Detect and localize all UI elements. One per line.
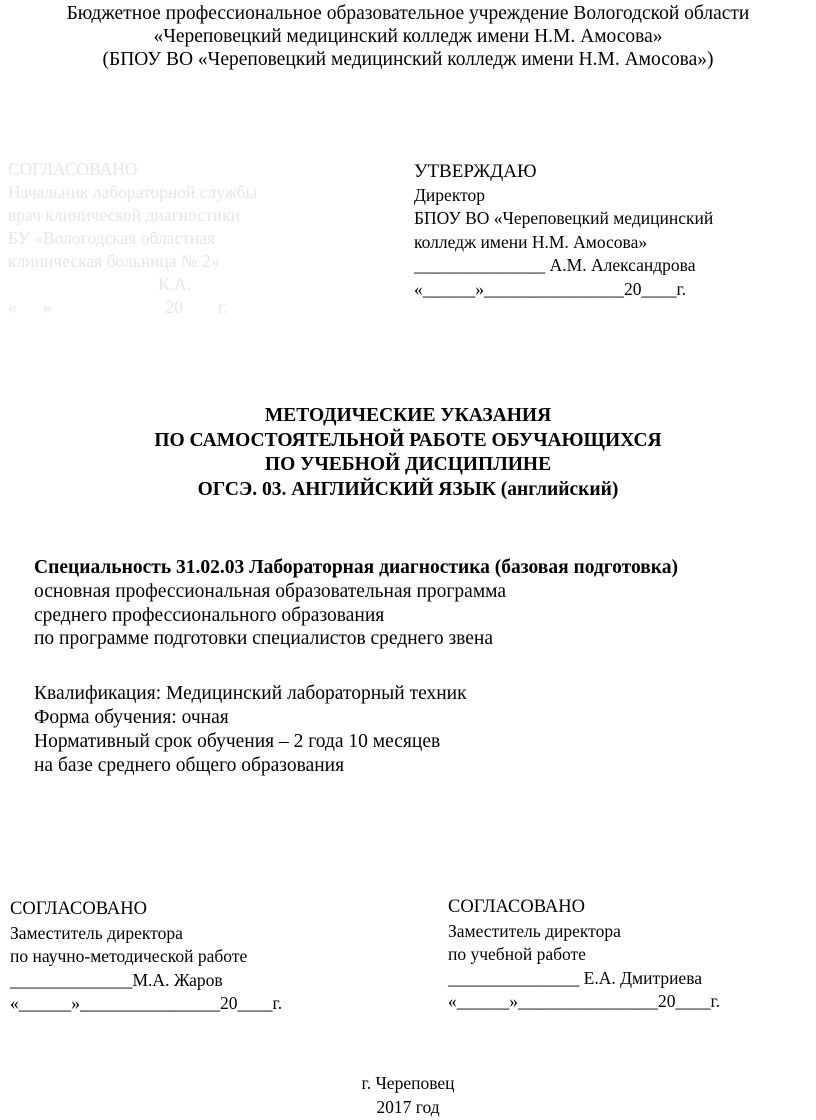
faded-line: К.А. xyxy=(158,274,192,294)
header-line: Бюджетное профессиональное образовательное учреждение Вологодской области xyxy=(66,3,750,24)
specialty-line: по программе подготовки специалистов среднего звена xyxy=(34,628,494,650)
qualification-line: на базе среднего общего образования xyxy=(34,755,345,776)
document-title xyxy=(0,404,816,502)
approval-title: УТВЕРЖДАЮ xyxy=(414,161,537,182)
title-line: МЕТОДИЧЕСКИЕ УКАЗАНИЯ xyxy=(264,405,552,426)
approval-line: Директор xyxy=(414,184,486,205)
agreement-left-block xyxy=(10,898,282,1016)
agreement-left-signature: ______________М.А. Жаров xyxy=(10,969,223,990)
qualification-line: Нормативный срок обучения – 2 года 10 месяцев xyxy=(34,731,441,752)
approval-block xyxy=(414,160,713,302)
title-line: ПО УЧЕБНОЙ ДИСЦИПЛИНЕ xyxy=(264,454,552,475)
agreement-left-line: Заместитель директора xyxy=(10,922,183,943)
title-line: ОГСЭ. 03. АНГЛИЙСКИЙ ЯЗЫК (английский) xyxy=(197,478,619,500)
agreement-right-title: СОГЛАСОВАНО xyxy=(448,897,585,917)
agreement-right-line: по учебной работе xyxy=(448,944,586,965)
agreement-left-title: СОГЛАСОВАНО xyxy=(10,899,147,919)
approval-date: «______»________________20____г. xyxy=(414,278,687,299)
approval-line: БПОУ ВО «Череповецкий медицинский xyxy=(414,208,714,229)
qualification-line: Квалификация: Медицинский лабораторный техник xyxy=(34,683,467,704)
approval-signature: _______________ А.М. Александрова xyxy=(414,255,696,276)
footer-year: 2017 год xyxy=(376,1097,440,1117)
faded-line: Начальник лабораторной службы xyxy=(8,182,258,202)
qualification-block xyxy=(34,682,467,778)
approval-line: колледж имени Н.М. Амосова» xyxy=(414,231,648,252)
footer xyxy=(0,1071,816,1119)
agreement-right-signature: _______________ Е.А. Дмитриева xyxy=(448,967,702,988)
header-line: (БПОУ ВО «Череповецкий медицинский колледж имени Н.М. Амосова») xyxy=(102,49,714,70)
faded-line: БУ «Вологодская областная xyxy=(8,228,216,248)
agreement-left-date: «______»________________20____г. xyxy=(10,993,283,1014)
title-line: ПО САМОСТОЯТЕЛЬНОЙ РАБОТЕ ОБУЧАЮЩИХСЯ xyxy=(154,429,662,451)
faded-line: клиническая больница № 2» xyxy=(8,251,220,271)
agreement-right-block xyxy=(448,896,720,1014)
institution-header xyxy=(0,2,816,71)
specialty-line: основная профессиональная образовательная программа xyxy=(34,580,507,602)
faded-line: врач клинической диагностики xyxy=(8,205,240,225)
agreement-left-line: по научно-методической работе xyxy=(10,946,248,967)
faded-line: СОГЛАСОВАНО xyxy=(8,159,138,179)
specialty-heading: Специальность 31.02.03 Лабораторная диагностика (базовая подготовка) xyxy=(34,557,678,578)
footer-city: г. Череповец xyxy=(361,1073,455,1093)
specialty-block xyxy=(34,556,678,651)
faded-agreement-block xyxy=(8,158,257,319)
qualification-line: Форма обучения: очная xyxy=(34,707,229,728)
header-line: «Череповецкий медицинский колледж имени Н.М. Амосова» xyxy=(153,26,663,47)
agreement-right-line: Заместитель директора xyxy=(448,920,621,941)
faded-line: « » 20 г. xyxy=(8,297,228,317)
agreement-right-date: «______»________________20____г. xyxy=(448,991,721,1012)
specialty-line: среднего профессионального образования xyxy=(34,604,385,626)
